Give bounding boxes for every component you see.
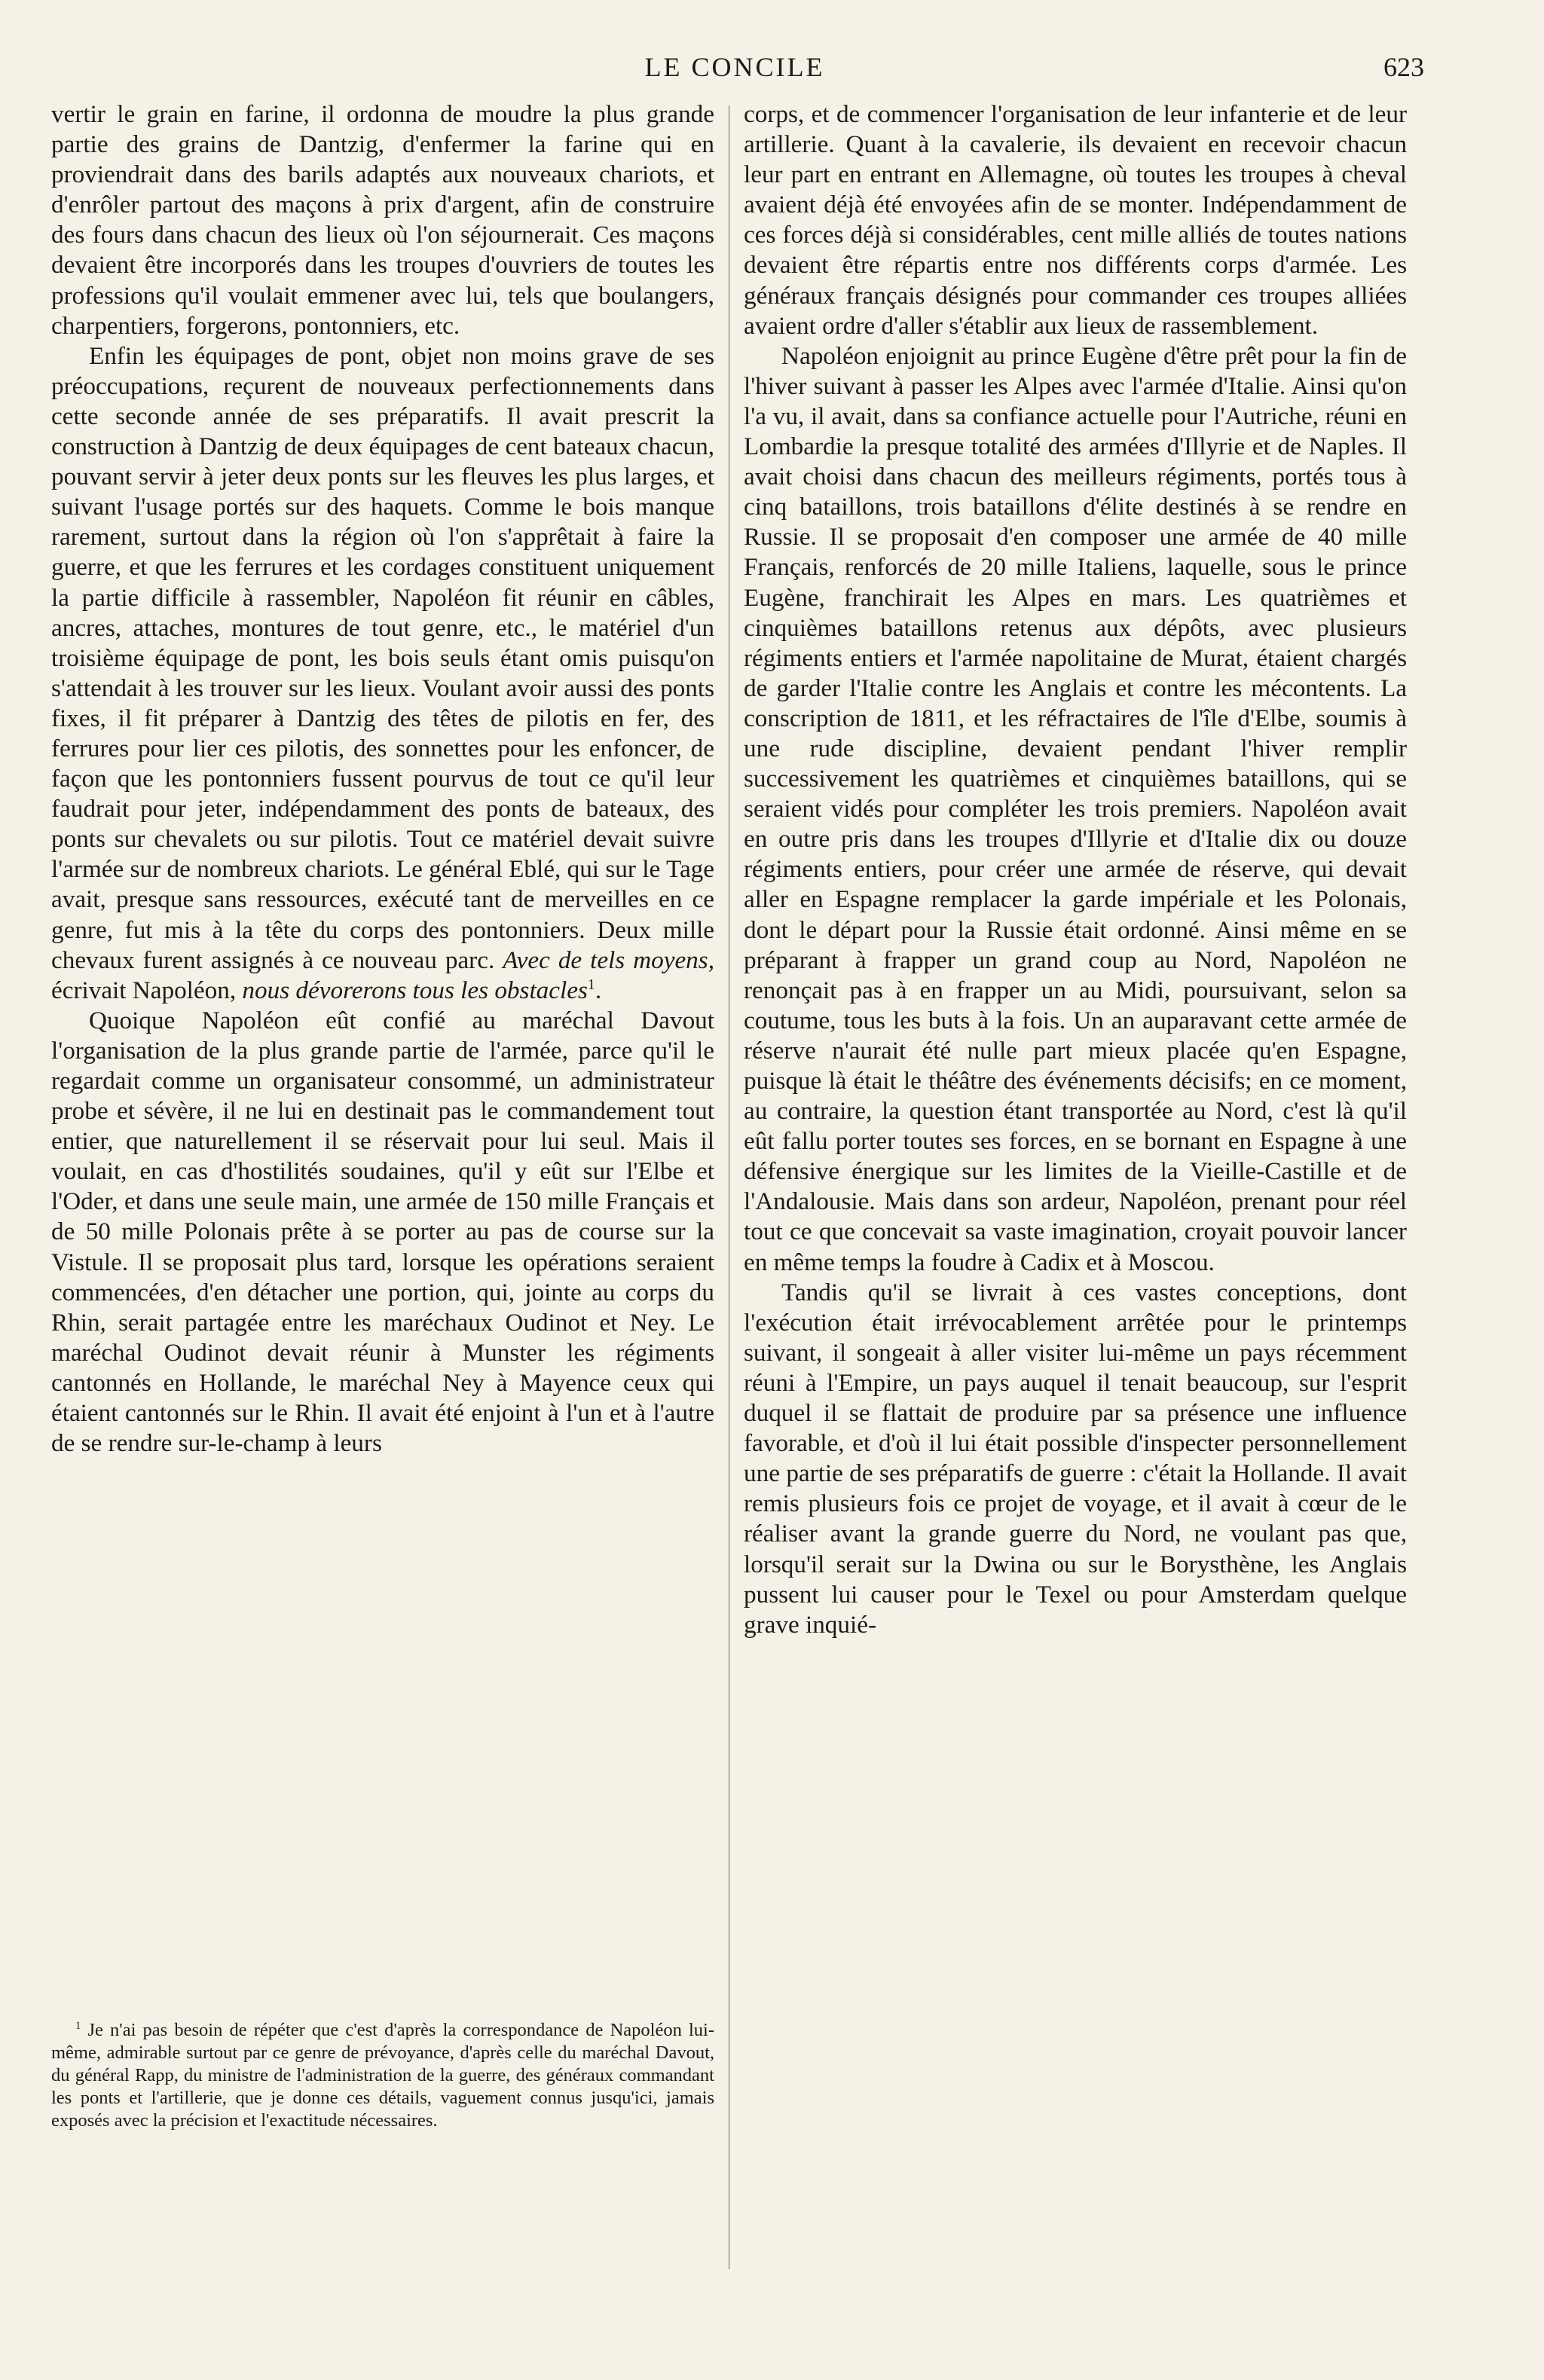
footnote	[51, 2019, 714, 2132]
page-number: 623	[1383, 52, 1424, 82]
right-column	[744, 99, 1407, 1640]
paragraph-davout: Quoique Napoléon eût confié au maréchal Davout l'organisation de la plus grande partie de l'armée, parce qu'il le regardait comme un organisateur consommé, un administrateur probe et sévère, il ne lui en destinait pas le commandement tout entier, que naturellement il se réservait pour lui seul. Mais il voulait, en cas d'hostilités soudaines, qu'il y eût sur l'Elbe et l'Oder, et dans une seule main, une armée de 150 mille Français et de 50 mille Polonais prête à se porter au pas de course sur la Vistule. Il se proposait plus tard, lorsque les opérations seraient commencées, d'en détacher une portion, qui, jointe au corps du Rhin, serait partagée entre les maréchaux Oudinot et Ney. Le maréchal Oudinot devait réunir à Munster les régiments cantonnés en Hollande, le maréchal Ney à Mayence ceux qui étaient cantonnés sur le Rhin. Il avait été enjoint à l'un et à l'autre de se rendre sur-le-champ à leurs	[51, 1006, 714, 1458]
left-column	[51, 99, 714, 1459]
paragraph-text: .	[595, 976, 602, 1004]
paragraph-italy: Napoléon enjoignit au prince Eugène d'être prêt pour la fin de l'hiver suivant à passer les Alpes avec l'armée d'Italie. Ainsi qu'on l'a vu, il avait, dans sa confiance actuelle pour l'Autriche, réuni en Lombardie la presque totalité des armées d'Illyrie et de Naples. Il avait choisi dans chacun des meilleurs régiments, portés tous à cinq bataillons, trois bataillons d'élite destinés à se rendre en Russie. Il se proposait d'en composer une armée de 40 mille Français, renforcés de 20 mille Italiens, laquelle, sous le prince Eugène, franchirait les Alpes en mars. Les quatrièmes et cinquièmes bataillons retenus aux dépôts, avec plusieurs régiments entiers et l'armée napolitaine de Murat, étaient chargés de garder l'Italie contre les Anglais et contre les mécontents. La conscription de 1811, et les réfractaires de l'île d'Elbe, soumis à une rude discipline, devaient pendant l'hiver remplir successivement les quatrièmes et cinquièmes bataillons, qui se seraient vidés pour compléter les trois premiers. Napoléon avait en outre pris dans les troupes d'Illyrie et d'Italie dix ou douze régiments entiers, pour créer une armée de réserve, qui devait aller en Espagne remplacer la garde impériale et les Polonais, dont le départ pour la Russie était ordonné. Ainsi même en se préparant à frapper un grand coup au Nord, Napoléon ne renonçait pas à en frapper un au Midi, poursuivant, selon sa coutume, tous les buts à la fois. Un an auparavant cette armée de réserve n'aurait été nulle part mieux placée qu'en Espagne, puisque là était le théâtre des événements décisifs; en ce moment, au contraire, la question étant transportée au Nord, c'est là qu'il eût fallu porter toutes ses forces, en se bornant en Espagne à une défensive énergique sur les limites de la Vieille-Castille et de l'Andalousie. Mais dans son ardeur, Napoléon, prenant pour réel tout ce que concevait sa vaste imagination, croyait pouvoir lancer en même temps la foudre à Cadix et à Moscou.	[744, 341, 1407, 1276]
paragraph-text: écrivait Napoléon,	[51, 976, 237, 1004]
footnote-mark: 1	[75, 2019, 81, 2032]
quote-text: Avec de tels moyens,	[503, 946, 714, 974]
running-header	[45, 51, 1424, 96]
paragraph-continued: vertir le grain en farine, il ordonna de moudre la plus grande partie des grains de Dantzig, d'enfermer la farine qui en proviendrait dans des barils adaptés aux nouveaux chariots, et d'enrôler partout des maçons à prix d'argent, afin de construire des fours dans chacun des lieux où l'on séjournerait. Ces maçons devaient être incorporés dans les troupes d'ouvriers de toutes les professions qu'il voulait emmener avec lui, tels que boulangers, charpentiers, forgerons, pontonniers, etc.	[51, 100, 714, 340]
paragraph-bridges	[51, 341, 714, 1006]
quote-text: nous dévorerons tous les obstacles	[242, 976, 588, 1004]
paragraph-holland: Tandis qu'il se livrait à ces vastes conceptions, dont l'exécution était irrévocablement arrêtée pour le printemps suivant, il songeait à aller visiter lui-même un pays récemment réuni à l'Empire, un pays auquel il tenait beaucoup, sur l'esprit duquel il se flattait de produire par sa présence une influence favorable, et d'où il lui était possible d'inspecter personnellement une partie de ses préparatifs de guerre : c'était la Hollande. Il avait remis plusieurs fois ce projet de voyage, et il avait à cœur de le réaliser avant la grande guerre du Nord, ne voulant pas que, lorsqu'il serait sur la Dwina ou sur le Borysthène, les Anglais pussent lui causer pour le Texel ou pour Amsterdam quelque grave inquié-	[744, 1278, 1407, 1639]
footnote-paragraph	[51, 2019, 714, 2132]
paragraph-text: Enfin les équipages de pont, objet non moins grave de ses préoccupations, reçurent de nouveaux perfectionnements dans cette seconde année de ses préparatifs. Il avait prescrit la construction à Dantzig de deux équipages de cent bateaux chacun, pouvant servir à jeter deux ponts sur les fleuves les plus larges, et suivant l'usage portés sur des haquets. Comme le bois manque rarement, surtout dans la région où l'on s'apprêtait à faire la guerre, et que les ferrures et les cordages constituent uniquement la partie difficile à rassembler, Napoléon fit réunir en câbles, ancres, attaches, montures de tout genre, etc., le matériel d'un troisième équipage de pont, les bois seuls étant omis puisqu'on s'attendait à les trouver sur les lieux. Voulant avoir aussi des ponts fixes, il fit préparer à Dantzig des têtes de pilotis en fer, des ferrures pour lier ces pilotis, des sonnettes pour les enfoncer, de façon que les pontonniers fussent pourvus de tout ce qu'il leur faudrait pour jeter, indépendamment des ponts de bateaux, des ponts sur chevalets ou sur pilotis. Tout ce matériel devait suivre l'armée sur de nombreux chariots. Le général Eblé, qui sur le Tage avait, presque sans ressources, exécuté tant de merveilles en ce genre, fut mis à la tête du corps des pontonniers. Deux mille chevaux furent assignés à ce nouveau parc.	[51, 341, 714, 974]
footnote-reference[interactable]: 1	[587, 976, 595, 993]
paragraph-continued: corps, et de commencer l'organisation de leur infanterie et de leur artillerie. Quant à la cavalerie, ils devaient en recevoir chacun leur part en entrant en Allemagne, où toutes les troupes à cheval avaient déjà été envoyées afin de se monter. Indépendamment de ces forces déjà si considérables, cent mille alliés de toutes nations devaient être répartis entre nos différents corps d'armée. Les généraux français désignés pour commander ces troupes alliées avaient ordre d'aller s'établir aux lieux de rassemblement.	[744, 100, 1407, 340]
running-title: LE CONCILE	[644, 52, 825, 82]
footnote-text: Je n'ai pas besoin de répéter que c'est d'après la correspondance de Napoléon lui-même, admirable surtout par ce genre de prévoyance, d'après celle du maréchal Davout, du général Rapp, du ministre de l'administration de la guerre, des généraux commandant les ponts et l'artillerie, que je donne ces détails, vaguement connus jusqu'ici, jamais exposés avec la précision et l'exactitude nécessaires.	[51, 2020, 714, 2131]
